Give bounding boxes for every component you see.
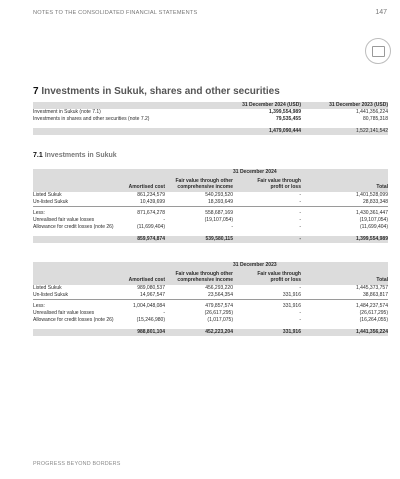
subsection-title: Investments in Sukuk (44, 152, 117, 159)
total-cell: 1,441,356,224 (356, 329, 388, 335)
col-total: Total (376, 277, 388, 283)
value-2024: 79,535,455 (275, 116, 301, 122)
sukuk-table-2023 (33, 262, 388, 336)
cell: 23,564,354 (207, 292, 233, 298)
value-2023: 80,785,318 (362, 116, 388, 122)
period-label: 31 December 2024 (233, 169, 277, 175)
row-label: Allowance for credit losses (note 26) (33, 224, 114, 230)
cell: - (163, 217, 165, 223)
table-row (33, 317, 388, 324)
cell: 871,674,278 (137, 210, 165, 216)
row-label: Allowance for credit losses (note 26) (33, 317, 114, 323)
col-amortised-cost: Amortised cost (128, 277, 165, 283)
col-fvtpl-2: profit or loss (270, 184, 301, 190)
summary-header-row (33, 102, 388, 109)
cell: - (163, 310, 165, 316)
col-fvoci-2: comprehensive income (177, 184, 233, 190)
table-row (33, 310, 388, 317)
cell: 28,833,348 (362, 199, 388, 205)
cell: 479,857,574 (205, 303, 233, 309)
cell: 331,916 (282, 292, 301, 298)
total-cell: - (299, 236, 301, 242)
cell: (19,107,054) (204, 217, 233, 223)
column-header-row (33, 176, 388, 192)
col-fvoci-2: comprehensive income (177, 277, 233, 283)
annual-report-logo-icon (365, 38, 391, 64)
total-row (33, 236, 388, 243)
cell: (19,107,054) (359, 217, 388, 223)
row-label: Less: (33, 303, 45, 309)
value-2024: 1,399,554,989 (269, 109, 301, 115)
row-label: Listed Sukuk (33, 192, 62, 198)
table-row (33, 217, 388, 224)
col-2024: 31 December 2024 (USD) (242, 102, 301, 108)
cell: 456,293,220 (205, 285, 233, 291)
col-fvtpl: Fair value through (257, 178, 301, 184)
cell: - (299, 224, 301, 230)
total-cell: 1,399,554,989 (356, 236, 388, 242)
col-fvtpl: Fair value through (257, 271, 301, 277)
total-cell: 331,916 (282, 329, 301, 335)
subsection-number: 7.1 (33, 152, 43, 159)
cell: 540,293,520 (205, 192, 233, 198)
sukuk-table-2024 (33, 169, 388, 243)
period-header (33, 262, 388, 269)
total-cell: 452,223,204 (205, 329, 233, 335)
table-row (33, 224, 388, 231)
total-cell: 859,974,874 (137, 236, 165, 242)
section-number: 7 (33, 86, 39, 97)
row-label: Listed Sukuk (33, 285, 62, 291)
cell: (1,017,075) (207, 317, 233, 323)
page-number: 147 (375, 9, 387, 16)
footer-text: PROGRESS BEYOND BORDERS (33, 461, 121, 467)
cell: 10,439,699 (139, 199, 165, 205)
cell: 1,430,361,447 (356, 210, 388, 216)
row-label: Unrealised fair value losses (33, 310, 95, 316)
cell: 861,234,579 (137, 192, 165, 198)
col-fvoci: Fair value through other (175, 271, 233, 277)
col-total: Total (376, 184, 388, 190)
table-row (33, 109, 388, 116)
summary-table (33, 102, 388, 135)
cell: 18,393,649 (207, 199, 233, 205)
cell: 14,967,547 (139, 292, 165, 298)
table-row (33, 210, 388, 217)
cell: (11,699,404) (137, 224, 165, 230)
cell: (15,246,980) (136, 317, 165, 323)
row-label: Unrealised fair value losses (33, 217, 95, 223)
cell: - (299, 285, 301, 291)
cell: 1,004,048,084 (133, 303, 165, 309)
row-label: Less: (33, 210, 45, 216)
cell: (26,617,295) (359, 310, 388, 316)
running-header: NOTES TO THE CONSOLIDATED FINANCIAL STATEMENTS (33, 10, 198, 16)
cell: 1,401,528,099 (356, 192, 388, 198)
total-cell: 539,580,115 (205, 236, 233, 242)
total-cell: 988,801,104 (137, 329, 165, 335)
cell: 989,080,537 (137, 285, 165, 291)
period-label: 31 December 2023 (233, 262, 277, 268)
row-label: Un-listed Sukuk (33, 199, 69, 205)
row-label: Investment in Sukuk (note 7.1) (33, 109, 101, 115)
col-fvoci: Fair value through other (175, 178, 233, 184)
cell: (16,264,055) (359, 317, 388, 323)
period-header (33, 169, 388, 176)
table-row (33, 116, 388, 123)
cell: - (299, 210, 301, 216)
col-2023: 31 December 2023 (USD) (329, 102, 388, 108)
cell: 1,445,373,757 (356, 285, 388, 291)
cell: - (299, 192, 301, 198)
col-amortised-cost: Amortised cost (128, 184, 165, 190)
section-heading (33, 86, 280, 97)
cell: - (299, 310, 301, 316)
cell: (11,699,404) (360, 224, 388, 230)
table-row (33, 285, 388, 292)
cell: 1,484,237,574 (356, 303, 388, 309)
column-header-row (33, 269, 388, 285)
cell: - (299, 199, 301, 205)
cell: - (231, 224, 233, 230)
table-row (33, 192, 388, 199)
cell: - (299, 317, 301, 323)
table-row (33, 199, 388, 206)
total-row (33, 329, 388, 336)
row-label: Un-listed Sukuk (33, 292, 69, 298)
row-label: Investments in shares and other securities (note 7.2) (33, 116, 150, 122)
summary-total-row (33, 128, 388, 135)
cell: 558,687,169 (205, 210, 233, 216)
subsection-heading (33, 152, 117, 159)
total-2024: 1,479,090,444 (269, 128, 301, 134)
section-title: Investments in Sukuk, shares and other securities (41, 86, 280, 97)
cell: (26,617,295) (204, 310, 233, 316)
cell: 331,916 (282, 303, 301, 309)
total-2023: 1,522,141,542 (356, 128, 388, 134)
table-row (33, 303, 388, 310)
table-row (33, 292, 388, 299)
cell: 38,863,817 (362, 292, 388, 298)
cell: - (299, 217, 301, 223)
col-fvtpl-2: profit or loss (270, 277, 301, 283)
value-2023: 1,441,356,224 (356, 109, 388, 115)
